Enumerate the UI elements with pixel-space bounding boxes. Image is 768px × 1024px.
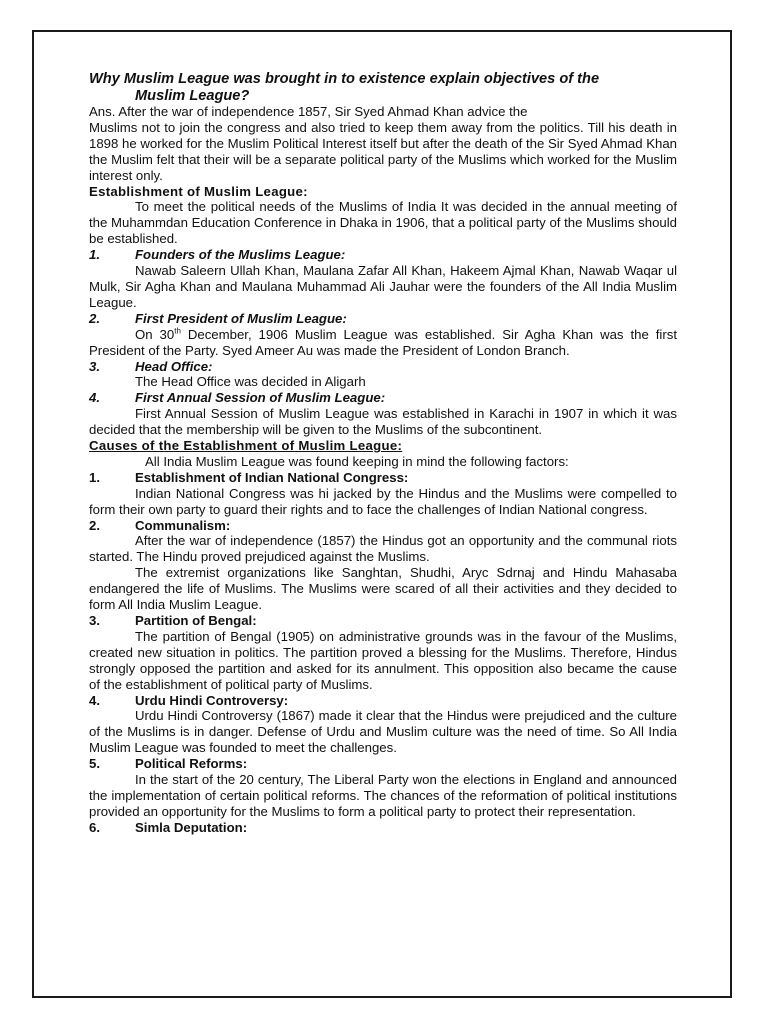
cause-number: 3. (89, 613, 100, 628)
president-paragraph (89, 327, 677, 359)
establishment-heading: Establishment of Muslim League: (89, 183, 308, 199)
document-body (89, 71, 677, 836)
cause-paragraph: Urdu Hindi Controversy (1867) made it clear that the Hindus were prejudiced and the culture of the Muslims is in danger. Defense of Urdu and Muslim culture was the need of time. So All India Muslim League was founded to meet the challenges. (89, 708, 677, 756)
cause-heading (89, 820, 677, 836)
section-number: 2. (89, 310, 100, 326)
cause-heading-text: Establishment of Indian National Congress: (135, 469, 409, 485)
cause-heading-text: Simla Deputation: (135, 819, 248, 835)
cause-paragraph: The partition of Bengal (1905) on administrative grounds was in the favour of the Muslims, created new situation in politics. The partition proved a blessing for the Muslims. Therefore, Hindus strongly opposed the partition and asked for its annulment. This opposition also became the cause of the establishment of political party of Muslims. (89, 628, 677, 692)
president-heading (89, 311, 677, 327)
head-office-paragraph: The Head Office was decided in Aligarh (135, 374, 366, 390)
cause-number: 5. (89, 756, 100, 772)
causes-intro: All India Muslim League was found keeping in mind the following factors: (145, 453, 569, 469)
title-line-2: Muslim League? (135, 87, 250, 104)
cause-heading (89, 756, 677, 772)
founders-paragraph: Nawab Saleern Ullah Khan, Maulana Zafar All Khan, Hakeem Ajmal Khan, Nawab Waqar ul Mulk, Sir Agha Khan and Maulana Muhammad Ali Jauhar were the founders of the All India Muslim League. (89, 263, 677, 310)
answer-first-line: Ans. After the war of independence 1857, Sir Syed Ahmad Khan advice the (89, 104, 528, 119)
cause-heading (89, 470, 677, 486)
section-heading-text: First Annual Session of Muslim League: (135, 390, 386, 406)
cause-heading-text: Urdu Hindi Controversy: (135, 692, 289, 708)
cause-heading (89, 693, 677, 709)
causes-heading: Causes of the Establishment of Muslim League: (89, 438, 403, 454)
section-number: 4. (89, 390, 100, 406)
establishment-paragraph: To meet the political needs of the Muslims of India It was decided in the annual meeting of the Muhammdan Education Conference in Dhaka in 1906, that a political party of the Muslims should be established. (89, 199, 677, 247)
annual-session-heading (89, 390, 677, 406)
ordinal-suffix: th (174, 326, 181, 336)
section-heading-text: Founders of the Muslims League: (135, 247, 346, 263)
document-title (89, 71, 677, 104)
answer-paragraph: Muslims not to join the congress and also tried to keep them away from the politics. Till his death in 1898 he worked for the Muslim Political Interest itself but after the death of the Sir Syed Ahmad Khan the Muslim felt that their will be a separate political party of the Muslims which worked for the Muslim interest only. (89, 119, 677, 183)
section-heading-text: Head Office: (135, 358, 213, 374)
president-text-rest: December, 1906 Muslim League was established. Sir Agha Khan was the first President of the Party. Syed Ameer Au was made the President of London Branch. (89, 326, 677, 358)
cause-heading-text: Communalism: (135, 517, 231, 533)
cause-heading-text: Political Reforms: (135, 756, 248, 772)
cause-paragraph: After the war of independence (1857) the Hindus got an opportunity and the communal riots started. The Hindu proved prejudiced against the Muslims. (89, 533, 677, 565)
founders-heading (89, 247, 677, 263)
head-office-heading (89, 359, 677, 375)
cause-paragraph: Indian National Congress was hi jacked by the Hindus and the Muslims were compelled to form their own party to guard their rights and to face the challenges of Indian National congress. (89, 485, 677, 517)
president-text-start: On 30 (135, 326, 175, 342)
cause-number: 1. (89, 469, 100, 485)
annual-session-paragraph: First Annual Session of Muslim League was established in Karachi in 1907 in which it was decided that the membership will be given to the Muslims of the subcontinent. (89, 406, 677, 438)
cause-heading (89, 613, 677, 629)
cause-heading (89, 518, 677, 534)
cause-number: 2. (89, 517, 100, 533)
cause-paragraph: In the start of the 20 century, The Liberal Party won the elections in England and announced the implementation of certain political reforms. The chances of the reformation of political institutions provided an opportunity for the Muslims to form a political party to protect their representation. (89, 772, 677, 819)
cause-number: 4. (89, 692, 100, 708)
cause-paragraph: The extremist organizations like Sanghtan, Shudhi, Aryc Sdrnaj and Hindu Mahasaba endangered the life of Muslims. The Muslims were scared of all their activities and they decided to form All India Muslim League. (89, 565, 677, 613)
title-line-1: Why Muslim League was brought in to existence explain objectives of the (89, 71, 600, 87)
cause-heading-text: Partition of Bengal: (135, 613, 257, 628)
section-number: 1. (89, 247, 100, 263)
section-heading-text: First President of Muslim League: (135, 310, 347, 326)
cause-number: 6. (89, 819, 100, 835)
section-number: 3. (89, 358, 100, 374)
